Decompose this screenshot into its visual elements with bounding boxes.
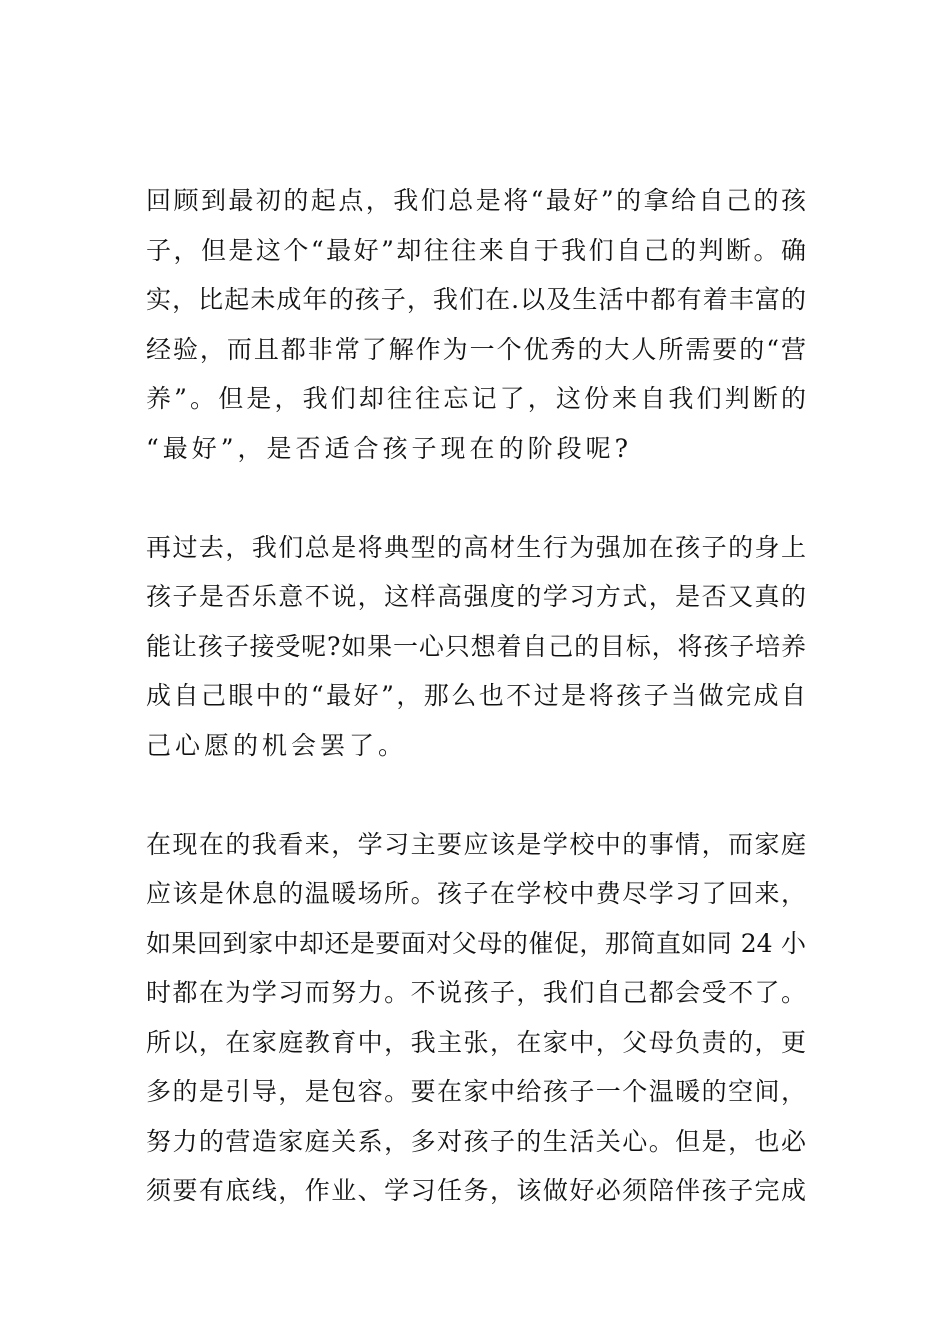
document-body: [146, 176, 806, 1216]
text-line: 如果回到家中却还是要面对父母的催促，那简直如同 24 小: [146, 928, 806, 958]
text-line: 所以，在家庭教育中，我主张，在家中，父母负责的，更: [146, 1027, 806, 1057]
text-line: “最好”，是否适合孩子现在的阶段呢?: [146, 433, 632, 463]
text-line: 成自己眼中的“最好”，那么也不过是将孩子当做完成自: [146, 681, 806, 710]
text-line: 己心愿的机会罢了。: [146, 730, 408, 760]
text-line: 回顾到最初的起点，我们总是将“最好”的拿给自己的孩: [146, 186, 806, 215]
text-line: 多的是引导，是包容。要在家中给孩子一个温暖的空间，: [146, 1077, 806, 1106]
text-line: 须要有底线，作业、学习任务，该做好必须陪伴孩子完成: [146, 1176, 806, 1205]
text-line: 应该是休息的温暖场所。孩子在学校中费尽学习了回来，: [146, 879, 806, 908]
paragraph-spacer: [146, 770, 806, 820]
text-line: 能让孩子接受呢?如果一心只想着自己的目标，将孩子培养: [146, 631, 806, 661]
text-line: 在现在的我看来，学习主要应该是学校中的事情，而家庭: [146, 829, 806, 859]
paragraph-3: [146, 820, 806, 1216]
paragraph-1: [146, 176, 806, 473]
text-line: 实，比起未成年的孩子，我们在.以及生活中都有着丰富的: [146, 285, 806, 314]
paragraph-2: [146, 523, 806, 771]
paragraph-spacer: [146, 473, 806, 523]
text-line: 养”。但是，我们却往往忘记了，这份来自我们判断的: [146, 384, 806, 413]
text-line: 经验，而且都非常了解作为一个优秀的大人所需要的“营: [146, 334, 806, 364]
text-line: 时都在为学习而努力。不说孩子，我们自己都会受不了。: [146, 978, 806, 1007]
text-line: 努力的营造家庭关系，多对孩子的生活关心。但是，也必: [146, 1126, 806, 1156]
text-line: 孩子是否乐意不说，这样高强度的学习方式，是否又真的: [146, 582, 806, 611]
text-line: 子，但是这个“最好”却往往来自于我们自己的判断。确: [146, 235, 806, 265]
text-line: 再过去，我们总是将典型的高材生行为强加在孩子的身上: [146, 532, 806, 562]
